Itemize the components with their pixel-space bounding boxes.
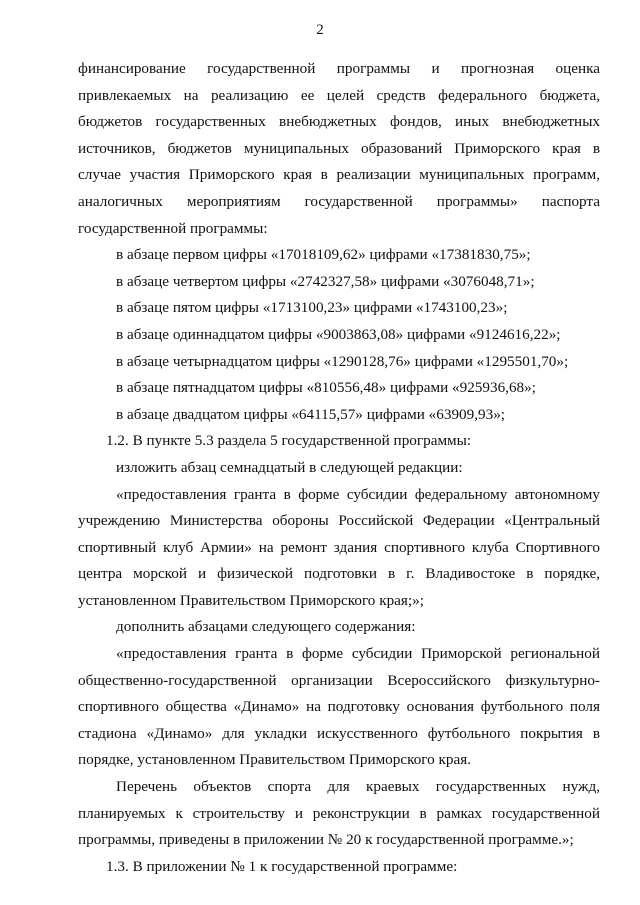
amendment-item: в абзаце пятнадцатом цифры «810556,48» цифрами «925936,68»; xyxy=(116,379,536,397)
quoted-paragraph-line: «предоставления гранта в форме субсидии Приморской региональной xyxy=(116,645,600,663)
quoted-paragraph-line: порядке, установленном Правительством Приморского края. xyxy=(78,751,472,769)
page-number: 2 xyxy=(316,22,324,38)
text-line: случае участия Приморского края в реализации муниципальных программ, xyxy=(78,166,600,184)
text-line: привлекаемых на реализацию ее целей средств федерального бюджета, xyxy=(78,86,600,104)
quoted-paragraph-line: общественно-государственной организации Всероссийского физкультурно- xyxy=(78,671,600,689)
amendment-item: в абзаце четвертом цифры «2742327,58» цифрами «3076048,71»; xyxy=(116,272,535,290)
text-line: источников, бюджетов муниципальных образований Приморского края в xyxy=(78,139,600,157)
quoted-paragraph-line: спортивного общества «Динамо» на подготовку основания футбольного поля xyxy=(78,698,600,716)
quoted-paragraph-line: стадиона «Динамо» для укладки искусственного футбольного покрытия в xyxy=(78,724,600,742)
quoted-paragraph-line: центра морской и физической подготовки в г. Владивостоке в порядке, xyxy=(78,565,600,583)
text-line: планируемых к строительству и реконструкции в рамках государственной xyxy=(78,804,600,822)
amendment-item: в абзаце двадцатом цифры «64115,57» цифрами «63909,93»; xyxy=(116,405,506,423)
section-heading: 1.2. В пункте 5.3 раздела 5 государственной программы: xyxy=(106,432,472,450)
text-line: дополнить абзацами следующего содержания: xyxy=(116,618,416,636)
quoted-paragraph-line: «предоставления гранта в форме субсидии федеральному автономному xyxy=(116,485,600,503)
text-line: финансирование государственной программы и прогнозная оценка xyxy=(78,60,600,77)
text-line: программы, приведены в приложении № 20 к государственной программе.»; xyxy=(78,831,574,849)
section-heading: 1.3. В приложении № 1 к государственной программе: xyxy=(106,857,458,875)
document-body xyxy=(78,56,600,880)
amendment-item: в абзаце четырнадцатом цифры «1290128,76» цифрами «1295501,70»; xyxy=(116,352,569,370)
quoted-paragraph-line: учреждению Министерства обороны Российской Федерации «Центральный xyxy=(78,512,600,530)
amendment-item: в абзаце первом цифры «17018109,62» цифрами «17381830,75»; xyxy=(116,246,531,264)
text-line: государственной программы: xyxy=(78,219,268,237)
text-line: бюджетов государственных внебюджетных фондов, иных внебюджетных xyxy=(78,113,600,131)
text-line: Перечень объектов спорта для краевых государственных нужд, xyxy=(116,778,600,796)
quoted-paragraph-line: спортивный клуб Армии» на ремонт здания спортивного клуба Спортивного xyxy=(78,538,600,556)
text-line: изложить абзац семнадцатый в следующей редакции: xyxy=(116,458,463,476)
text-line: аналогичных мероприятиям государственной программы» паспорта xyxy=(78,192,600,210)
amendment-item: в абзаце одиннадцатом цифры «9003863,08» цифрами «9124616,22»; xyxy=(116,325,561,343)
amendment-item: в абзаце пятом цифры «1713100,23» цифрами «1743100,23»; xyxy=(116,299,508,317)
quoted-paragraph-line: установленном Правительством Приморского края;»; xyxy=(78,591,424,609)
